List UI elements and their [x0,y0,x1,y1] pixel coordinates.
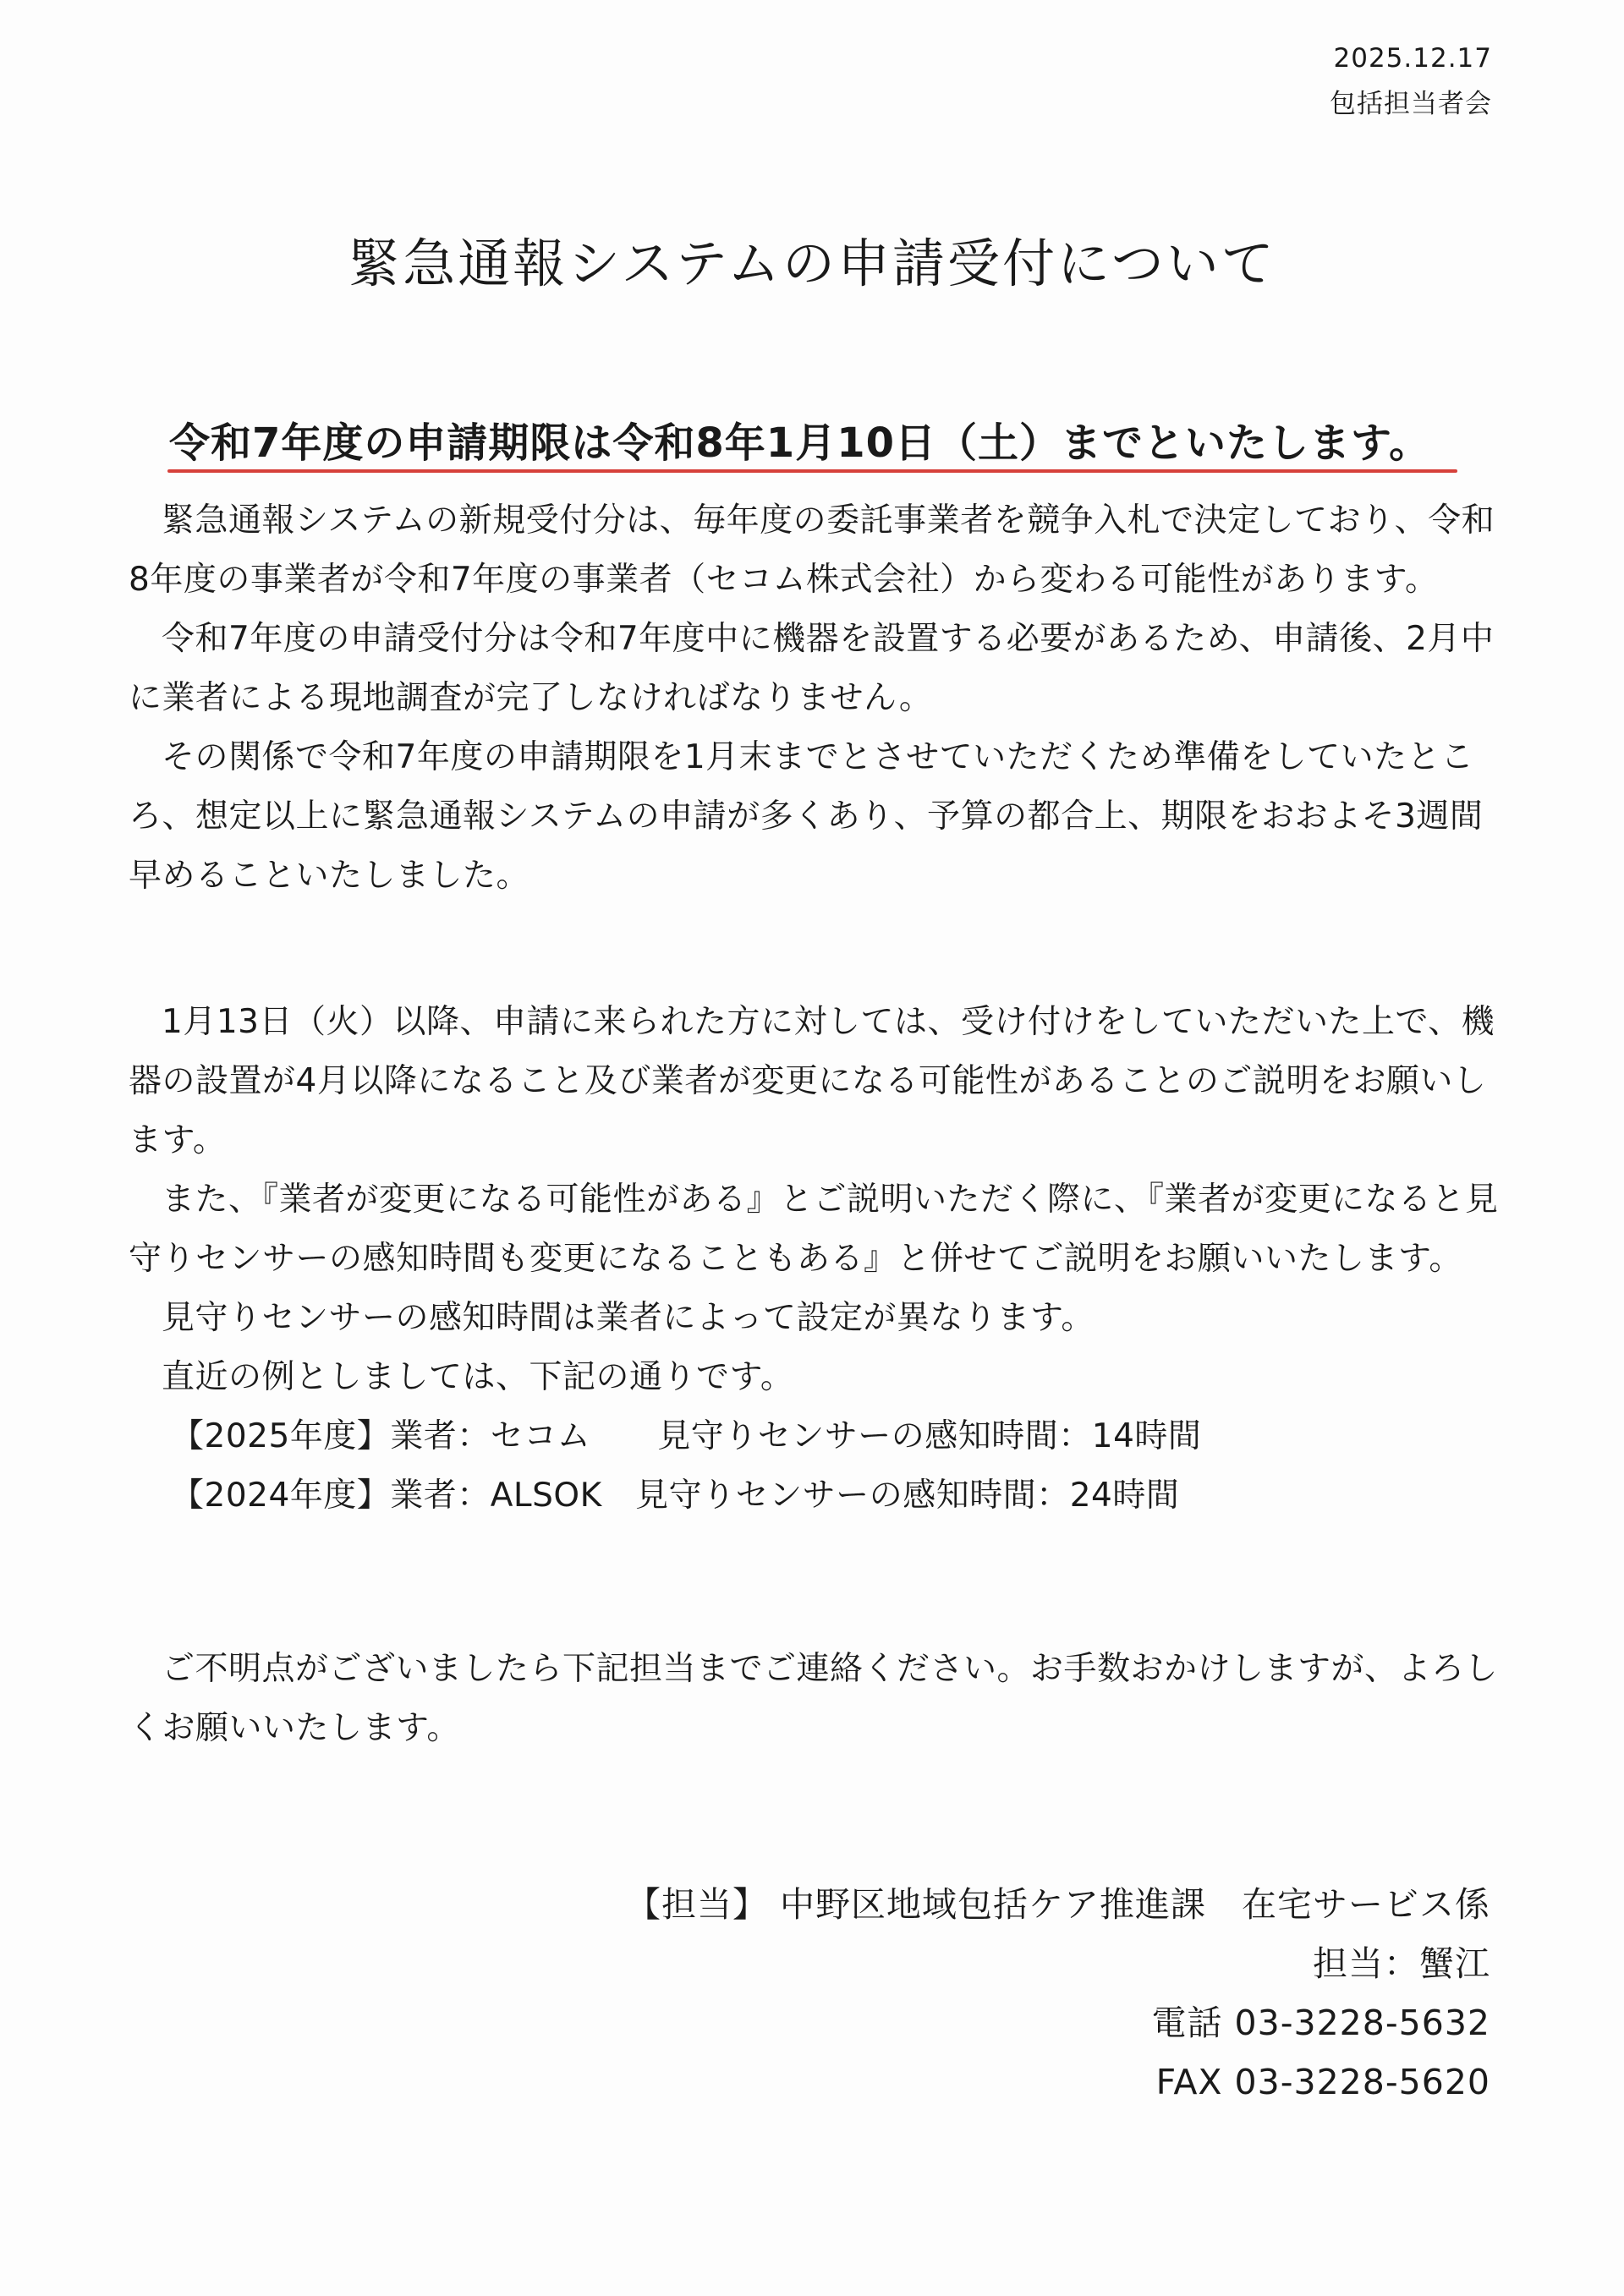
paragraph: また、『業者が変更になる可能性がある』とご説明いただく際に、『業者が変更になると見守りセンサーの感知時間も変更になることもある』と併せてご説明をお願いいたします。 [129,1181,1499,1278]
issue-date: 2025.12.17 [1333,43,1492,74]
paragraph: 見守りセンサーの感知時間は業者によって設定が異なります。 [162,1299,1095,1337]
paragraph: 直近の例としましては、下記の通りです。 [162,1358,794,1396]
closing-section [129,1640,1507,1758]
paragraph: 1月13日（火）以降、申請に来られた方に対しては、受け付けをしていただいた上で、機器の設置が4月以降になること及び業者が変更になる可能性があることのご説明をお願いします。 [129,1003,1495,1159]
example-item-2025: 【2025年度】業者：セコム 見守りセンサーの感知時間：14時間 [171,1417,1202,1455]
deadline-underline [167,469,1457,473]
closing-paragraph: ご不明点がございましたら下記担当までご連絡ください。お手数おかけしますが、よろしくお願いいたします。 [129,1650,1499,1747]
issuer: 包括担当者会 [1330,89,1492,119]
paragraph: 緊急通報システムの新規受付分は、毎年度の委託事業者を競争入札で決定しており、令和8年度の事業者が令和7年度の事業者（セコム株式会社）から変わる可能性があります。 [129,501,1495,599]
paragraph: 令和7年度の申請受付分は令和7年度中に機器を設置する必要があるため、申請後、2月中に業者による現地調査が完了しなければなりません。 [129,620,1495,717]
contact-fax: FAX 03-3228-5620 [1155,2062,1490,2102]
contact-department: 【担当】 中野区地域包括ケア推進課 在宅サービス係 [625,1884,1490,1925]
paragraph: その関係で令和7年度の申請期限を1月末までとさせていただくため準備をしていたところ、想定以上に緊急通報システムの申請が多くあり、予算の都合上、期限をおおよそ3週間早めることいたしました。 [129,738,1484,895]
contact-person: 担当：蟹江 [1313,1943,1490,1984]
document-title: 緊急通報システムの申請受付について [348,233,1276,294]
request-section [129,993,1507,1526]
example-item-2024: 【2024年度】業者：ALSOK 見守りセンサーの感知時間：24時間 [171,1477,1180,1515]
contact-block [626,1875,1490,2112]
contact-phone: 電話 03-3228-5632 [1151,2003,1490,2043]
header-meta [1330,36,1492,127]
background-section [129,491,1507,906]
deadline-notice: 令和7年度の申請期限は令和8年1月10日（土）までといたします。 [169,419,1431,467]
